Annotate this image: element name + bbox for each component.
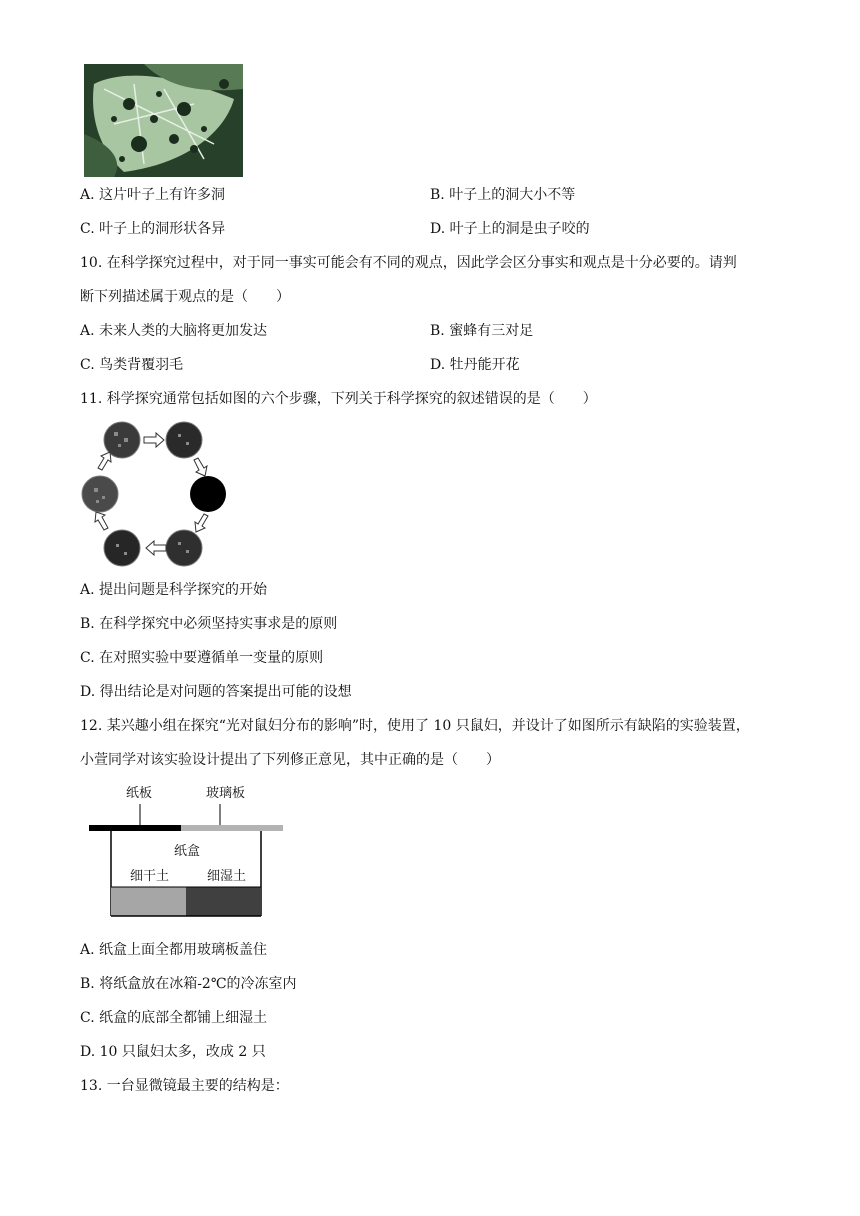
- q10-option-b: B. 蜜蜂有三对足: [430, 323, 534, 339]
- q11-stem: 11. 科学探究通常包括如图的六个步骤，下列关于科学探究的叙述错误的是（ ）: [80, 391, 597, 407]
- q12-option-d: D. 10 只鼠妇太多，改成 2 只: [80, 1044, 266, 1060]
- q11-option-b: B. 在科学探究中必须坚持实事求是的原则: [80, 616, 338, 632]
- leaf-with-holes-image: [84, 64, 243, 177]
- glassboard-bar: [181, 825, 283, 831]
- arrow-left-icon: [146, 541, 166, 555]
- q12-option-a: A. 纸盒上面全都用玻璃板盖住: [80, 942, 268, 958]
- experiment-box-figure: [86, 780, 286, 920]
- cycle-step-bottom-left: [104, 530, 140, 566]
- q10-stem-line2: 断下列描述属于观点的是（ ）: [80, 289, 290, 305]
- six-step-cycle-diagram: [80, 418, 232, 570]
- q13-stem: 13. 一台显微镜最主要的结构是：: [80, 1078, 289, 1094]
- q12-option-c: C. 纸盒的底部全都铺上细湿土: [80, 1010, 268, 1026]
- q10-option-a: A. 未来人类的大脑将更加发达: [80, 323, 268, 339]
- arrow-down-left-icon: [195, 514, 208, 532]
- wet-soil-block: [186, 887, 261, 916]
- q11-option-a: A. 提出问题是科学探究的开始: [80, 582, 268, 598]
- label-dry-soil: 细干土: [130, 869, 170, 884]
- q9-option-b: B. 叶子上的洞大小不等: [430, 187, 576, 203]
- q10-stem-line1: 10. 在科学探究过程中，对于同一事实可能会有不同的观点，因此学会区分事实和观点是十分必要的。请判: [80, 255, 737, 271]
- label-paperboard: 纸板: [126, 786, 153, 801]
- arrow-up-right-icon: [98, 452, 111, 470]
- q12-stem-line1: 12. 某兴趣小组在探究“光对鼠妇分布的影响”时，使用了 10 只鼠妇，并设计了如图所示有缺陷的实验装置，: [80, 718, 750, 734]
- dry-soil-block: [111, 887, 186, 916]
- q12-stem-line2: 小萱同学对该实验设计提出了下列修正意见，其中正确的是（ ）: [80, 752, 500, 768]
- q9-option-d: D. 叶子上的洞是虫子咬的: [430, 221, 590, 237]
- q11-option-d: D. 得出结论是对问题的答案提出可能的设想: [80, 684, 352, 700]
- paperboard-bar: [89, 825, 181, 831]
- arrow-right-icon: [144, 433, 164, 447]
- q9-option-a: A. 这片叶子上有许多洞: [80, 187, 226, 203]
- cycle-step-left: [82, 476, 118, 512]
- q12-option-b: B. 将纸盒放在冰箱-2℃的冷冻室内: [80, 976, 297, 992]
- label-wet-soil: 细湿土: [207, 869, 247, 884]
- label-paper-box: 纸盒: [174, 844, 201, 859]
- q11-option-c: C. 在对照实验中要遵循单一变量的原则: [80, 650, 324, 666]
- arrow-down-icon: [194, 458, 207, 476]
- cycle-step-right: [190, 476, 226, 512]
- q10-option-d: D. 牡丹能开花: [430, 357, 520, 373]
- arrow-up-left-icon: [95, 512, 108, 530]
- label-glassboard: 玻璃板: [206, 786, 246, 801]
- q9-option-c: C. 叶子上的洞形状各异: [80, 221, 226, 237]
- cycle-step-top-right: [166, 422, 202, 458]
- q10-option-c: C. 鸟类背覆羽毛: [80, 357, 184, 373]
- cycle-step-bottom-right: [166, 530, 202, 566]
